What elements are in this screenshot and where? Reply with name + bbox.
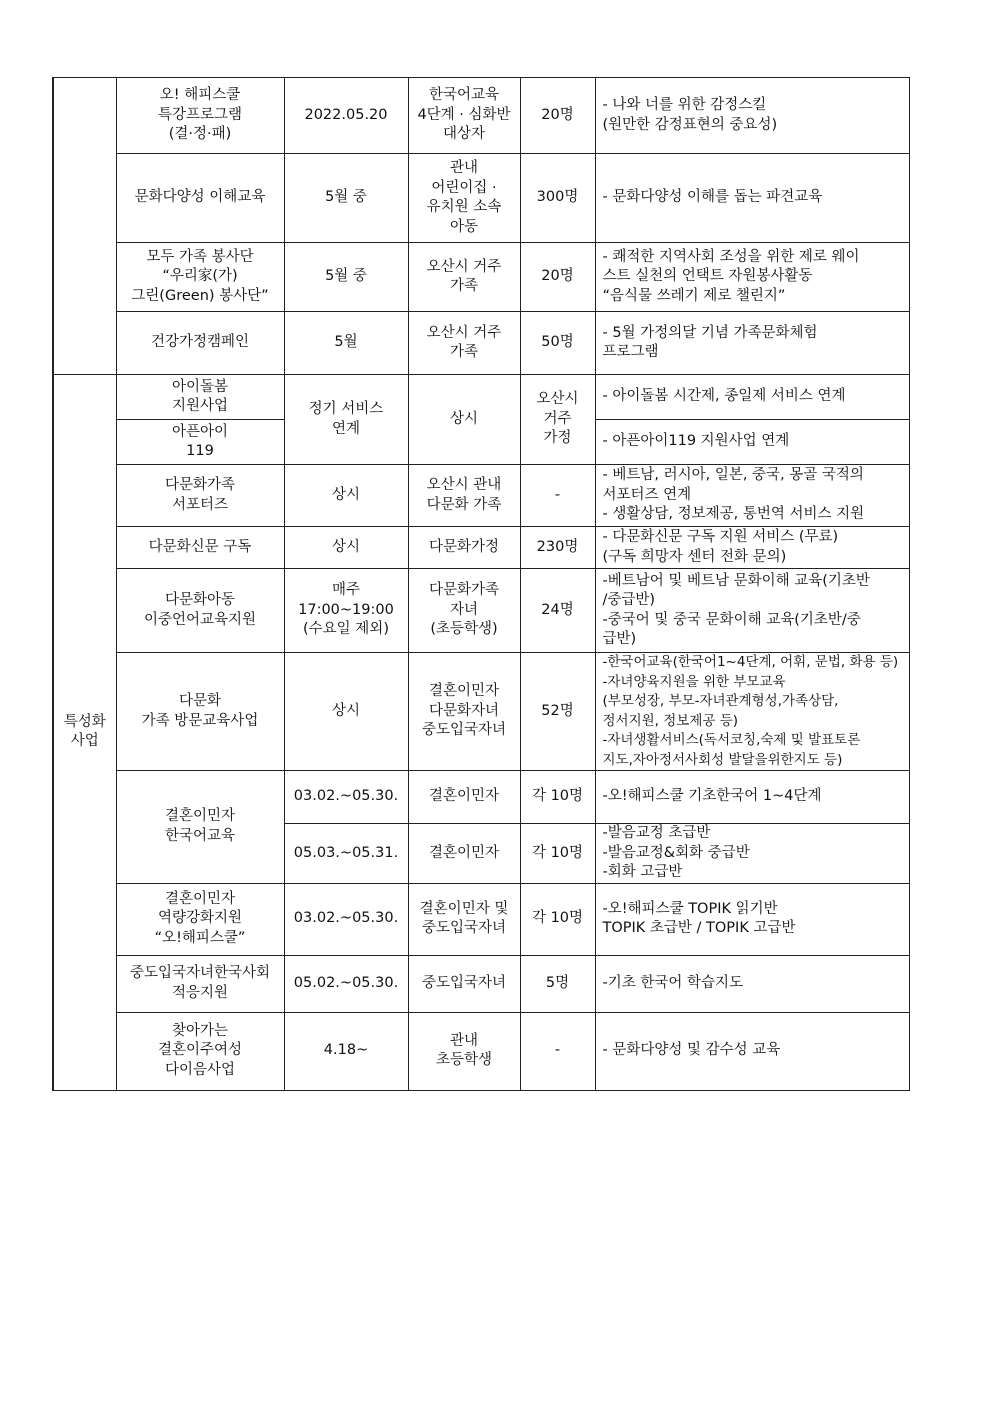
program-name: 찾아가는 결혼이주여성 다이음사업	[116, 1012, 284, 1090]
table-row	[53, 653, 909, 771]
table-row	[53, 1012, 909, 1090]
table-row	[53, 312, 909, 375]
table-row	[53, 771, 909, 824]
program-target: 중도입국자녀	[408, 955, 520, 1012]
table-row	[53, 78, 909, 154]
program-desc: -오!해피스쿨 TOPIK 읽기반 TOPIK 초급반 / TOPIK 고급반	[595, 883, 909, 955]
program-date: 4.18~	[284, 1012, 408, 1090]
program-count: 20명	[520, 78, 595, 154]
program-target: 관내 초등학생	[408, 1012, 520, 1090]
program-target: 오산시 거주 가족	[408, 312, 520, 375]
program-target: 오산시 거주 가족	[408, 243, 520, 312]
program-date: 03.02.~05.30.	[284, 771, 408, 824]
program-count: 각 10명	[520, 771, 595, 824]
table-row	[53, 527, 909, 569]
table-row	[53, 154, 909, 243]
section-cell-empty	[53, 78, 116, 375]
program-target: 오산시 관내 다문화 가족	[408, 465, 520, 527]
program-count: 230명	[520, 527, 595, 569]
program-name: 다문화 가족 방문교육사업	[116, 653, 284, 771]
program-desc: - 쾌적한 지역사회 조성을 위한 제로 웨이 스트 실천의 언택트 자원봉사활동 “음식물 쓰레기 제로 챌린지”	[595, 243, 909, 312]
program-target: 한국어교육 4단계 · 심화반 대상자	[408, 78, 520, 154]
program-count: 각 10명	[520, 824, 595, 884]
program-target: 다문화가족 자녀 (초등학생)	[408, 569, 520, 653]
program-count: -	[520, 1012, 595, 1090]
section-label: 특성화 사업	[53, 375, 116, 1091]
table-row	[53, 955, 909, 1012]
program-count: -	[520, 465, 595, 527]
program-table	[52, 77, 910, 1091]
program-desc: - 나와 너를 위한 감정스킬 (원만한 감정표현의 중요성)	[595, 78, 909, 154]
program-target: 상시	[408, 375, 520, 465]
program-date: 05.02.~05.30.	[284, 955, 408, 1012]
program-count: 오산시 거주 가정	[520, 375, 595, 465]
program-desc: - 5월 가정의달 기념 가족문화체험 프로그램	[595, 312, 909, 375]
program-name: 아이돌봄 지원사업	[116, 375, 284, 420]
program-count: 300명	[520, 154, 595, 243]
program-desc: -베트남어 및 베트남 문화이해 교육(기초반 /중급반) -중국어 및 중국 문화이해 교육(기초반/중 급반)	[595, 569, 909, 653]
program-date: 매주 17:00~19:00 (수요일 제외)	[284, 569, 408, 653]
program-count: 20명	[520, 243, 595, 312]
program-name: 아픈아이 119	[116, 420, 284, 465]
program-name: 문화다양성 이해교육	[116, 154, 284, 243]
program-desc: -발음교정 초급반 -발음교정&회화 중급반 -회화 고급반	[595, 824, 909, 884]
program-date: 5월	[284, 312, 408, 375]
program-name: 다문화신문 구독	[116, 527, 284, 569]
program-date: 정기 서비스 연계	[284, 375, 408, 465]
program-date: 상시	[284, 653, 408, 771]
program-desc: - 아픈아이119 지원사업 연계	[595, 420, 909, 465]
program-target: 결혼이민자 다문화자녀 중도입국자녀	[408, 653, 520, 771]
program-desc: -한국어교육(한국어1~4단계, 어휘, 문법, 화용 등) -자녀양육지원을 위한 부모교육 (부모성장, 부모-자녀관계형성,가족상담, 정서지원, 정보제공 등) -자녀생활서비스(독서코칭,숙제 및 발표토론 지도,자아정서사회성 발달을위한지도 등)	[595, 653, 909, 771]
program-target: 결혼이민자	[408, 771, 520, 824]
program-count: 24명	[520, 569, 595, 653]
table-row	[53, 375, 909, 420]
program-target: 관내 어린이집 · 유치원 소속 아동	[408, 154, 520, 243]
table-row	[53, 243, 909, 312]
table-row	[53, 465, 909, 527]
program-date: 상시	[284, 527, 408, 569]
program-target: 결혼이민자	[408, 824, 520, 884]
program-desc: - 다문화신문 구독 지원 서비스 (무료) (구독 희망자 센터 전화 문의)	[595, 527, 909, 569]
program-desc: - 아이돌봄 시간제, 종일제 서비스 연계	[595, 375, 909, 420]
program-desc: - 베트남, 러시아, 일본, 중국, 몽골 국적의 서포터즈 연계 - 생활상담, 정보제공, 통번역 서비스 지원	[595, 465, 909, 527]
program-date: 5월 중	[284, 243, 408, 312]
program-desc: - 문화다양성 이해를 돕는 파견교육	[595, 154, 909, 243]
program-name: 모두 가족 봉사단 “우리家(가) 그린(Green) 봉사단”	[116, 243, 284, 312]
program-name: 다문화가족 서포터즈	[116, 465, 284, 527]
program-date: 03.02.~05.30.	[284, 883, 408, 955]
program-name: 중도입국자녀한국사회 적응지원	[116, 955, 284, 1012]
program-name: 결혼이민자 한국어교육	[116, 771, 284, 884]
program-name: 결혼이민자 역량강화지원 “오!해피스쿨”	[116, 883, 284, 955]
program-desc: -오!해피스쿨 기초한국어 1~4단계	[595, 771, 909, 824]
program-date: 2022.05.20	[284, 78, 408, 154]
program-name: 건강가정캠페인	[116, 312, 284, 375]
program-count: 52명	[520, 653, 595, 771]
program-date: 5월 중	[284, 154, 408, 243]
program-name: 오! 해피스쿨 특강프로그램 (결·정·패)	[116, 78, 284, 154]
program-desc: -기초 한국어 학습지도	[595, 955, 909, 1012]
table-row	[53, 883, 909, 955]
program-count: 각 10명	[520, 883, 595, 955]
program-desc: - 문화다양성 및 감수성 교육	[595, 1012, 909, 1090]
table-row	[53, 569, 909, 653]
program-date: 상시	[284, 465, 408, 527]
program-target: 다문화가정	[408, 527, 520, 569]
program-target: 결혼이민자 및 중도입국자녀	[408, 883, 520, 955]
program-count: 50명	[520, 312, 595, 375]
program-date: 05.03.~05.31.	[284, 824, 408, 884]
program-count: 5명	[520, 955, 595, 1012]
program-name: 다문화아동 이중언어교육지원	[116, 569, 284, 653]
